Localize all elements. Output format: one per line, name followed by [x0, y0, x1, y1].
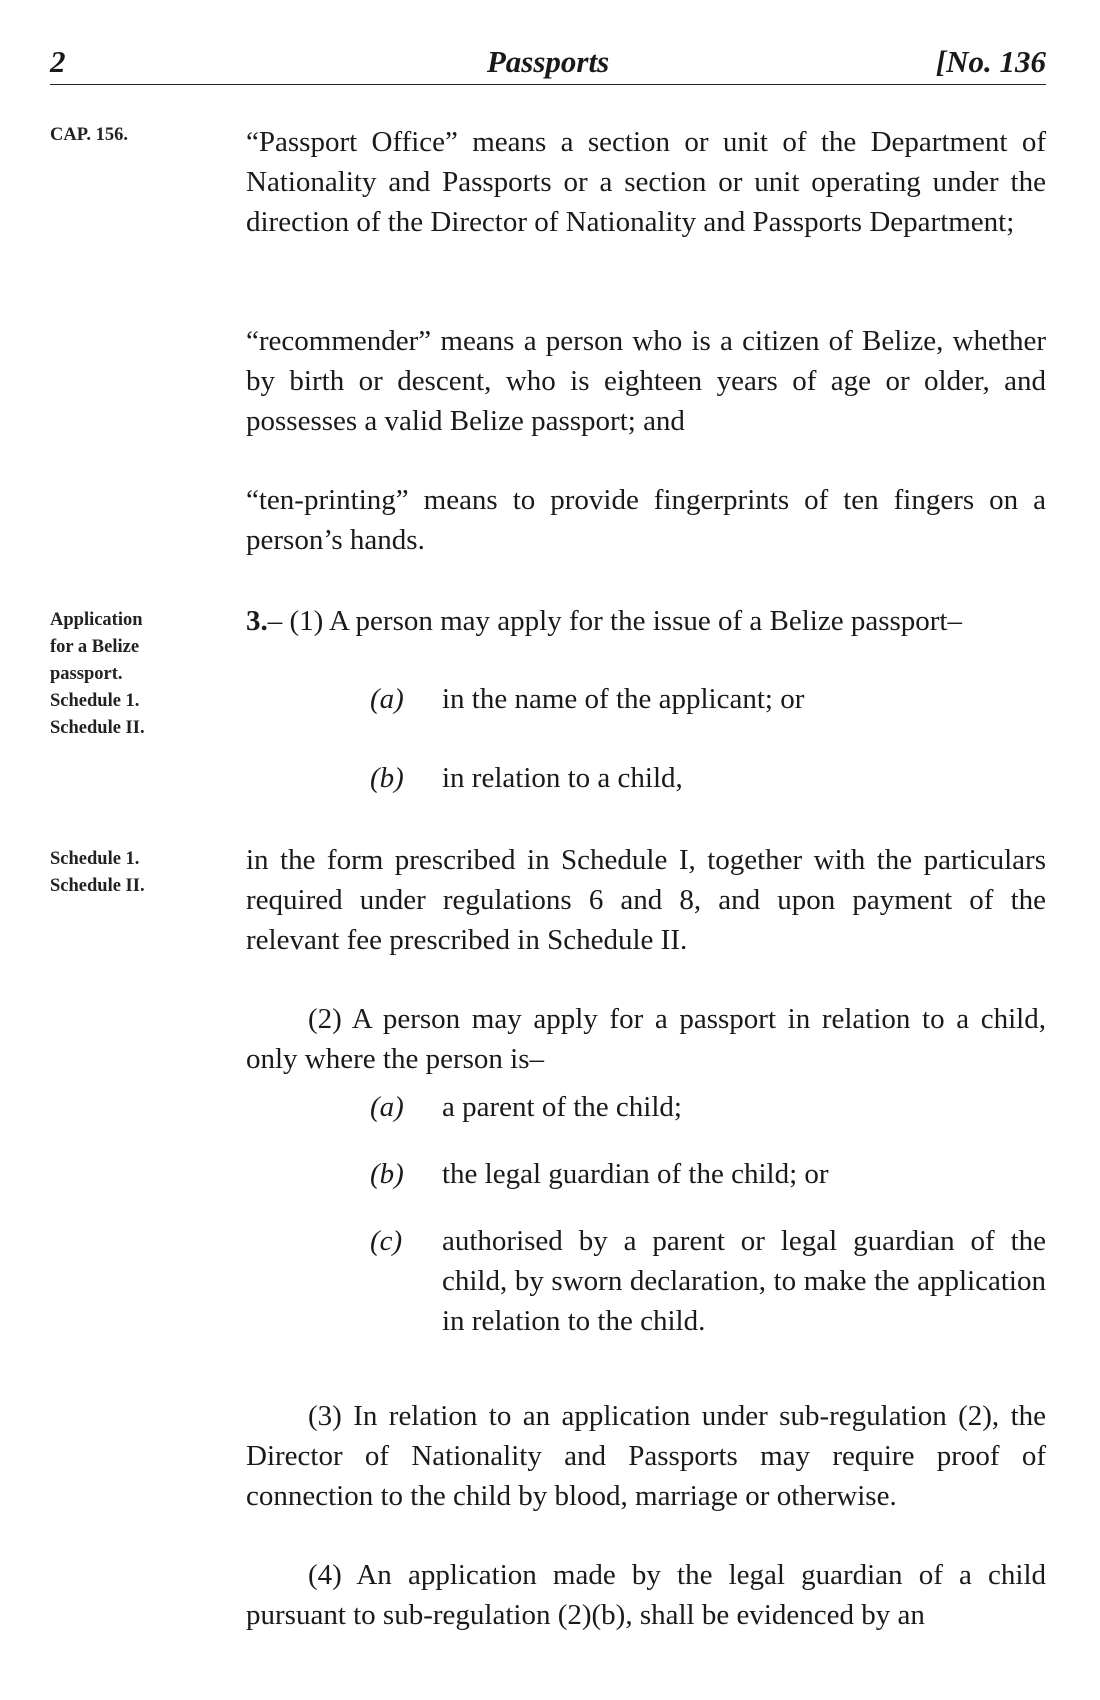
margin-note-line: Application [50, 610, 143, 630]
item-text: authorised by a parent or legal guardian of the child, by sworn declaration, to make the application in relation to the child. [442, 1225, 1046, 1337]
margin-note-line: Schedule II. [50, 718, 145, 738]
list-item [370, 1154, 1046, 1194]
margin-note-line: Schedule 1. [50, 849, 140, 869]
regulation-3-heading [246, 601, 1046, 641]
list-item [370, 1087, 1046, 1127]
margin-note-text: CAP. 156. [50, 125, 128, 145]
page-header [50, 38, 1046, 85]
definition-ten-printing: “ten-printing” means to provide fingerprints of ten fingers on a person’s hands. [246, 484, 1046, 556]
item-text: the legal guardian of the child; or [442, 1158, 829, 1190]
item-label: (a) [370, 683, 404, 715]
margin-note-schedules [50, 846, 185, 900]
margin-note-cap [50, 122, 185, 149]
margin-note-line: Schedule 1. [50, 691, 140, 711]
page-number: 2 [50, 44, 66, 79]
list-item [370, 758, 1046, 798]
sub-regulation-3: (3) In relation to an application under sub-regulation (2), the Director of Nationality and Passports may require proof of connection to the child by blood, marriage or otherwise. [246, 1400, 1046, 1512]
running-title: Passports [486, 44, 610, 79]
item-label: (b) [370, 762, 404, 794]
sub-regulation-4: (4) An application made by the legal guardian of a child pursuant to sub-regulation (2)(b), shall be evidenced by an [246, 1559, 1046, 1631]
item-label: (c) [370, 1225, 403, 1257]
item-text: in the name of the applicant; or [442, 683, 805, 715]
regulation-3-intro: – (1) A person may apply for the issue of a Belize passport– [267, 605, 962, 637]
definition-passport-office: “Passport Office” means a section or unit of the Department of Nationality and Passports or a section or unit operating under the direction of the Director of Nationality and Passports Department; [246, 126, 1046, 238]
margin-note-line: for a Belize [50, 637, 140, 657]
regulation-3-1-continuation: in the form prescribed in Schedule I, together with the particulars required under regulations 6 and 8, and upon payment of the relevant fee prescribed in Schedule II. [246, 844, 1046, 956]
statutory-instrument-number: [No. 136 [935, 44, 1046, 79]
margin-note-line: passport. [50, 664, 123, 684]
list-item [370, 679, 1046, 719]
item-text: in relation to a child, [442, 762, 683, 794]
item-label: (b) [370, 1158, 404, 1190]
item-text: a parent of the child; [442, 1091, 682, 1123]
margin-note-line: Schedule II. [50, 876, 145, 896]
list-item [370, 1221, 1046, 1341]
regulation-number: 3. [246, 605, 268, 637]
definition-recommender: “recommender” means a person who is a citizen of Belize, whether by birth or descent, who is eighteen years of age or older, and possesses a valid Belize passport; and [246, 325, 1046, 437]
item-label: (a) [370, 1091, 404, 1123]
sub-regulation-2: (2) A person may apply for a passport in relation to a child, only where the person is– [246, 1003, 1046, 1075]
margin-note-application [50, 607, 185, 742]
